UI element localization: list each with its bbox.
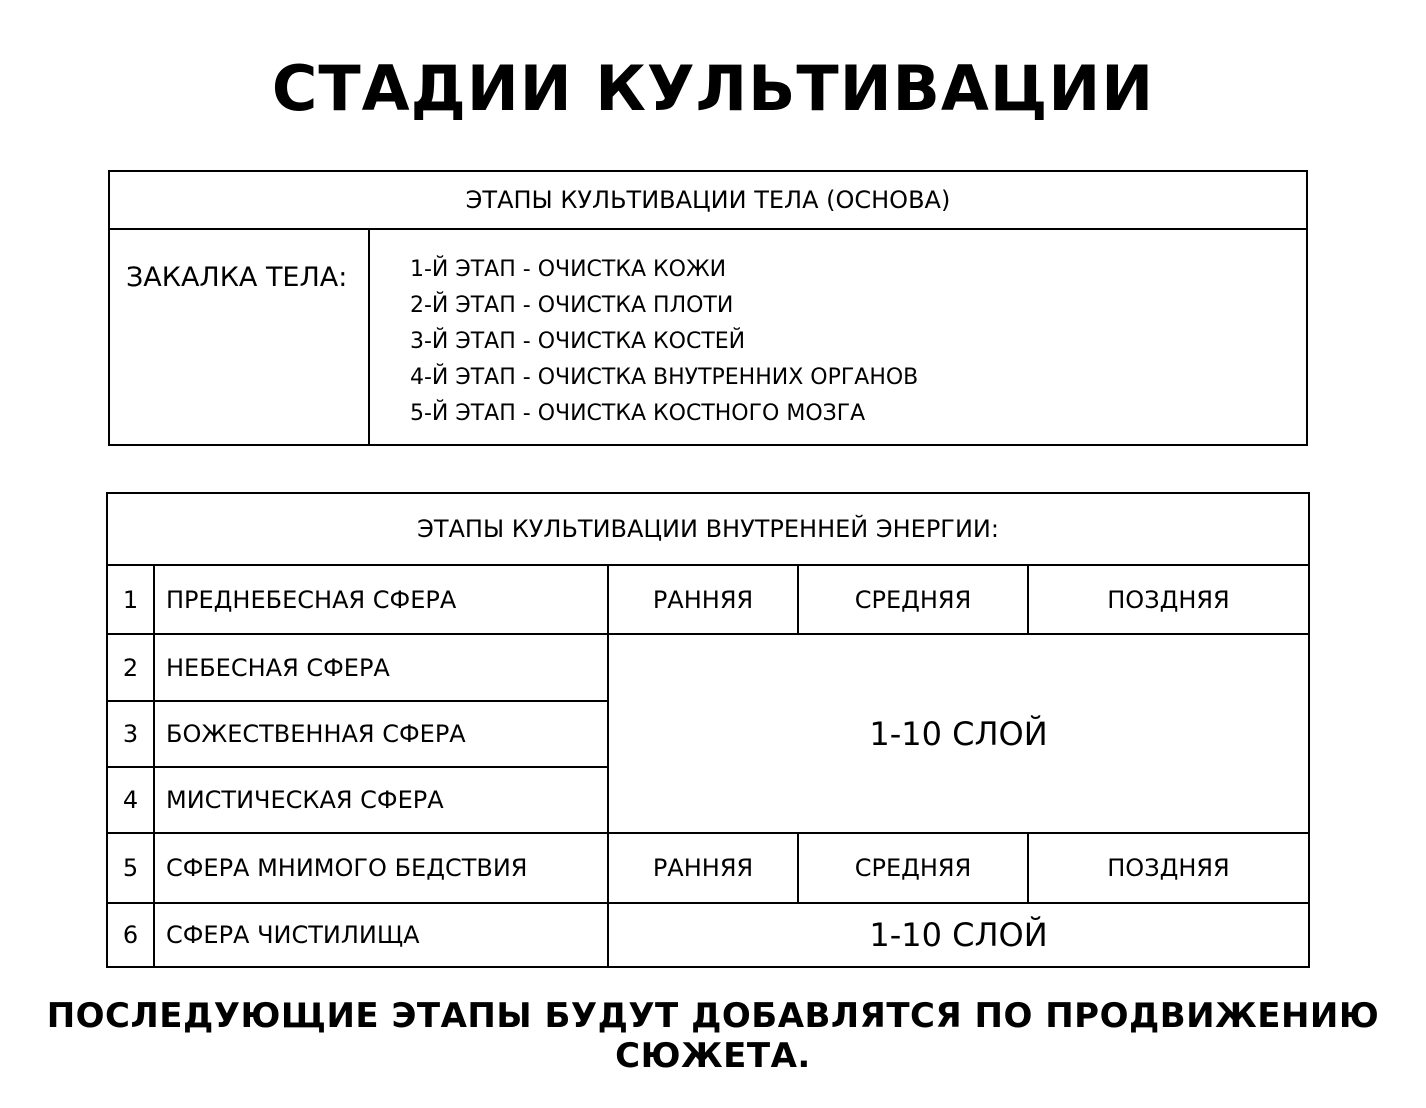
page-title: СТАДИИ КУЛЬТИВАЦИИ — [271, 52, 1155, 125]
sphere-name: СФЕРА ЧИСТИЛИЩА — [166, 921, 420, 949]
energy-cultivation-table — [106, 492, 1310, 968]
sphere-name: БОЖЕСТВЕННАЯ СФЕРА — [166, 720, 466, 748]
column-divider — [153, 564, 155, 966]
body-stage-item: 1-Й ЭТАП - ОЧИСТКА КОЖИ — [410, 257, 727, 282]
body-cultivation-table — [108, 170, 1308, 446]
body-stage-list — [410, 252, 918, 432]
footer-note: ПОСЛЕДУЮЩИЕ ЭТАПЫ БУДУТ ДОБАВЛЯТСЯ ПО ПРОДВИЖЕНИЮ СЮЖЕТА. — [46, 996, 1380, 1076]
row-number: 2 — [122, 653, 139, 682]
sphere-name: ПРЕДНЕБЕСНАЯ СФЕРА — [166, 585, 457, 614]
body-stage-item: 2-Й ЭТАП - ОЧИСТКА ПЛОТИ — [410, 293, 734, 318]
sphere-name: МИСТИЧЕСКАЯ СФЕРА — [166, 786, 444, 814]
layers-range: 1-10 СЛОЙ — [869, 916, 1048, 954]
body-table-header: ЭТАПЫ КУЛЬТИВАЦИИ ТЕЛА (ОСНОВА) — [110, 172, 1306, 230]
row-number: 3 — [122, 720, 139, 748]
row-number: 4 — [122, 786, 139, 814]
phase-middle: СРЕДНЯЯ — [854, 854, 972, 882]
body-hardening-label: ЗАКАЛКА ТЕЛА: — [126, 262, 348, 293]
phase-late: ПОЗДНЯЯ — [1107, 854, 1230, 882]
phase-early: РАННЯЯ — [652, 854, 754, 882]
row-number: 6 — [122, 921, 139, 949]
row-number: 5 — [122, 854, 139, 882]
body-stage-item: 4-Й ЭТАП - ОЧИСТКА ВНУТРЕННИХ ОРГАНОВ — [410, 365, 919, 390]
layers-range: 1-10 СЛОЙ — [869, 714, 1048, 753]
column-divider — [368, 230, 370, 444]
sphere-name: СФЕРА МНИМОГО БЕДСТВИЯ — [166, 854, 528, 882]
body-stage-item: 3-Й ЭТАП - ОЧИСТКА КОСТЕЙ — [410, 329, 746, 354]
phase-early: РАННЯЯ — [652, 585, 754, 614]
sphere-name: НЕБЕСНАЯ СФЕРА — [166, 653, 390, 682]
row-number: 1 — [122, 585, 139, 614]
phase-middle: СРЕДНЯЯ — [854, 585, 972, 614]
energy-table-header: ЭТАПЫ КУЛЬТИВАЦИИ ВНУТРЕННЕЙ ЭНЕРГИИ: — [417, 515, 999, 543]
body-stage-item: 5-Й ЭТАП - ОЧИСТКА КОСТНОГО МОЗГА — [410, 401, 866, 426]
phase-late: ПОЗДНЯЯ — [1107, 585, 1230, 614]
